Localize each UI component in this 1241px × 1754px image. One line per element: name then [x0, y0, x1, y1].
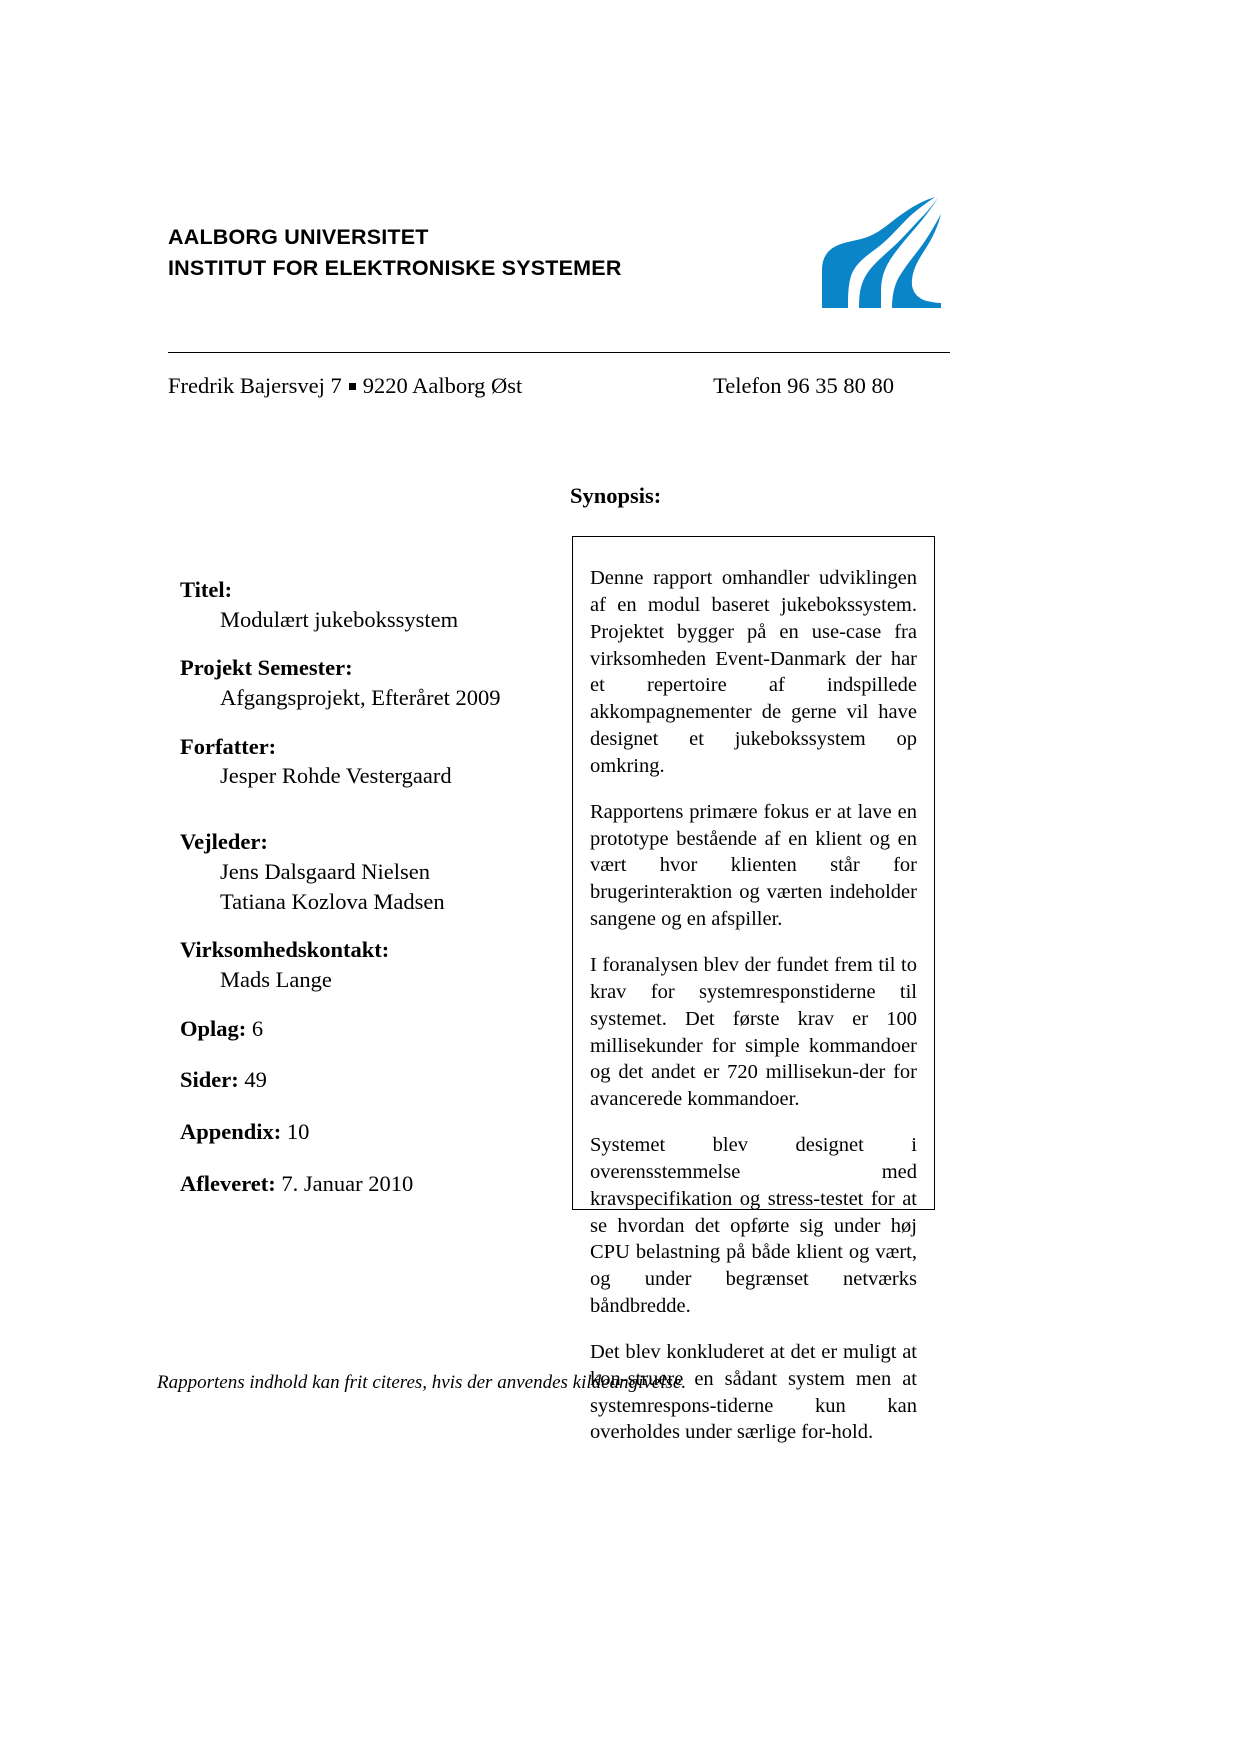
letterhead	[168, 218, 948, 308]
sider-value: 49	[244, 1067, 267, 1093]
postal-address	[168, 372, 522, 400]
synopsis-paragraph: Systemet blev designet i overensstemmelse med kravspecifikation og stress-testet for at se hvordan det opførte sig under høj CPU belastning på både klient og vært, og under begrænset netværks båndbredde.	[590, 1134, 917, 1318]
titel-label: Titel:	[180, 577, 233, 602]
afleveret-value: 7. Januar 2010	[281, 1170, 414, 1196]
meta-group-sider	[180, 1065, 550, 1095]
synopsis-paragraph: Denne rapport omhandler udviklingen af en modul baseret jukebokssystem. Projektet bygger på en use-case fra virksomheden Event-Danmark der har et repertoire af indspillede akkompagnementer de gerne vil have designet et jukebokssystem op omkring.	[590, 567, 917, 777]
synopsis-paragraph: Det blev konkluderet at det er muligt at kon-struere en sådant system men at systemrespons-tiderne kun kan overholdes under særlige for-hold.	[590, 1340, 917, 1444]
synopsis-paragraph: I foranalysen blev der fundet frem til to krav for systemresponstiderne til systemet. Det første krav er 100 millisekunder for simple kommandoer og det andet er 720 millisekun-der for avancerede kommandoer.	[590, 953, 917, 1111]
header-divider	[168, 352, 950, 353]
copyright-note: Rapportens indhold kan frit citeres, hvis der anvendes kildeangivelse.	[157, 1372, 687, 1393]
synopsis-heading: Synopsis:	[570, 483, 662, 508]
project-metadata	[180, 575, 550, 1220]
meta-group-afleveret	[180, 1169, 550, 1199]
phone-number: Telefon 96 35 80 80	[713, 373, 894, 398]
virksomhedskontakt-value: Mads Lange	[220, 966, 332, 992]
meta-group-vejleder	[180, 827, 550, 916]
department-name: INSTITUT FOR ELEKTRONISKE SYSTEMER	[168, 255, 622, 280]
semester-value: Afgangsprojekt, Efteråret 2009	[220, 685, 501, 711]
titel-value: Modulært jukebokssystem	[220, 606, 459, 632]
street-address: Fredrik Bajersvej 7	[168, 373, 342, 398]
afleveret-label: Afleveret:	[180, 1170, 276, 1196]
synopsis-paragraph: Rapportens primære fokus er at lave en prototype bestående af en klient og en vært hvor klienten står for brugerinteraktion og værten indeholder sangene og en afspiller.	[590, 800, 917, 931]
city-address: 9220 Aalborg Øst	[362, 373, 523, 398]
synopsis-box	[572, 536, 935, 1444]
semester-label: Projekt Semester:	[180, 655, 353, 681]
meta-group-appendix	[180, 1117, 550, 1147]
virksomhedskontakt-label: Virksomhedskontakt:	[180, 937, 390, 963]
sider-label: Sider:	[180, 1067, 239, 1093]
appendix-value: 10	[286, 1118, 310, 1144]
meta-group-oplag	[180, 1014, 550, 1044]
meta-group-forfatter	[180, 732, 550, 791]
university-name: AALBORG UNIVERSITET	[168, 225, 429, 249]
square-bullet-icon	[349, 383, 356, 390]
meta-group-semester	[180, 653, 550, 712]
oplag-label: Oplag:	[180, 1015, 247, 1041]
forfatter-label: Forfatter:	[180, 733, 277, 759]
aalborg-university-waves-logo-icon	[819, 196, 944, 308]
appendix-label: Appendix:	[180, 1118, 282, 1144]
vejleder-value-2: Tatiana Kozlova Madsen	[220, 888, 445, 914]
organisation-block	[168, 218, 622, 283]
meta-group-titel	[180, 575, 550, 634]
address-line	[168, 372, 950, 400]
forfatter-value: Jesper Rohde Vestergaard	[220, 763, 452, 789]
meta-group-virksomhedskontakt	[180, 935, 550, 994]
oplag-value: 6	[251, 1015, 264, 1041]
vejleder-label: Vejleder:	[180, 829, 268, 855]
vejleder-value-1: Jens Dalsgaard Nielsen	[220, 858, 430, 884]
